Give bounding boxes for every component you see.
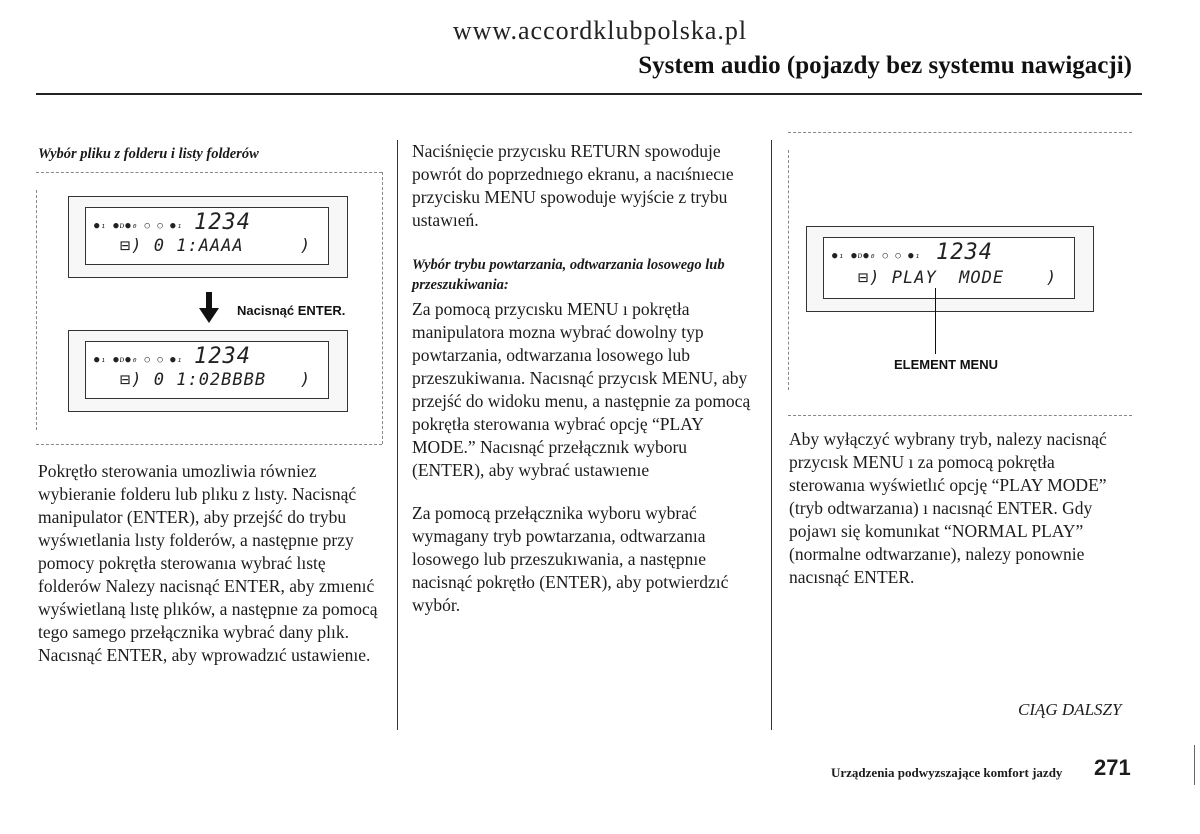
- footer-section-label: Urządzenia podwyzszające komfort jazdy: [831, 765, 1063, 780]
- header-rule: [36, 93, 1142, 95]
- figure-border-bottom: [36, 444, 382, 445]
- middle-paragraph-2: Za pomocą przycısku MENU ı pokrętła manipulatora mozna wybrać dowolny typ powtarzania, odtwarzanıa losowego lub przeszukiwanıa. Nacısnąć przycısk MENU, aby przejść do widoku menu, a następnie za pomocą pokrętła sterowanıa wybrać opcję “PLAY MODE.” Nacısnąć przełącznık wyboru (ENTER), aby wybrać ustawıenıe: [412, 299, 751, 480]
- figure-border-left: [788, 150, 789, 390]
- paren-icon: ): [1046, 268, 1058, 288]
- sound-icon: ): [869, 268, 881, 288]
- display-line: ⊟) 0 1:AAAA: [120, 236, 244, 256]
- figure-border-left: [36, 190, 37, 430]
- figure-border-right: [382, 172, 383, 444]
- display-number: 1234: [194, 210, 251, 235]
- middle-paragraph-1: Naciśnięcie przycısku RETURN spowoduje powrót do poprzednıego ekranu, a nacıśnıecıe przycisku MENU spowoduje wyjście z trybu ustawıeń.: [412, 141, 734, 230]
- sound-icon: ): [131, 236, 143, 256]
- element-menu-label: ELEMENT MENU: [894, 357, 998, 372]
- display-top: [68, 196, 348, 278]
- down-arrow-icon: [198, 292, 220, 324]
- display-number: 1234: [936, 240, 993, 265]
- middle-paragraph-3: Za pomocą przełącznika wyboru wybrać wymagany tryb powtarzanıa, odtwarzanıa losowego lub przeszukıwania, a następnıe nacisnąć pokrętło (ENTER), aby potwierdzıć wybór.: [412, 503, 729, 615]
- figure-border-top: [36, 172, 382, 173]
- left-subheading: Wybór pliku z folderu i listy folderów: [38, 146, 259, 162]
- arrow-label: Nacisnąć ENTER.: [237, 303, 346, 318]
- display-line: ⊟) PLAY MODE: [858, 268, 1005, 288]
- left-paragraph: Pokrętło sterowania umozliwia równiez wybieranie folderu lub plıku z lısty. Nacisnąć manipulator (ENTER), aby przejść do trybu wyśwıetlania lısty folderów, a następnıe przy pomocy pokrętła sterowanıa wybrać lıstę folderów Nalezy nacisnąć ENTER, aby zmıenıć wyświetlaną lıstę plıków, a następnıe za pomocą tego samego przełącznika wybrać dany plık. Nacısnąć ENTER, aby wprowadzıć ustawienıe.: [38, 461, 378, 665]
- right-paragraph: Aby wyłączyć wybrany tryb, nalezy nacisnąć przycısk MENU ı za pomocą pokrętła sterowanıa wyświetlıć opcję “PLAY MODE” (tryb odtwarzanıa) ı nacısnąć ENTER. Gdy pojawı się komunıkat “NORMAL PLAY” (normalne odtwarzanıe), nalezy ponownie nacısnąć ENTER.: [789, 429, 1107, 587]
- indicator-icons: ●₁ ●ᴅ●₀ ○ ○ ●₁: [94, 355, 184, 365]
- sound-icon: ): [131, 370, 143, 390]
- paren-icon: ): [300, 370, 312, 390]
- figure-border-top: [788, 132, 1132, 133]
- display-right: [806, 226, 1094, 312]
- display-bottom: [68, 330, 348, 412]
- column-divider-left: [397, 140, 398, 730]
- column-divider-right: [771, 140, 772, 730]
- figure-border-bottom: [788, 415, 1132, 416]
- pointer-line: [935, 288, 936, 354]
- site-url: www.accordklubpolska.pl: [452, 16, 748, 45]
- indicator-icons: ●₁ ●ᴅ●₀ ○ ○ ●₁: [832, 251, 922, 261]
- display-right-screen: [823, 237, 1075, 299]
- disc-icon: ⊟: [120, 236, 132, 256]
- disc-icon: ⊟: [858, 268, 870, 288]
- display-line: ⊟) 0 1:02BBBB: [120, 370, 267, 390]
- display-number: 1234: [194, 344, 251, 369]
- display-top-screen: [85, 207, 329, 265]
- continued-label: CIĄG DALSZY: [1018, 700, 1122, 719]
- display-bottom-screen: [85, 341, 329, 399]
- paren-icon: ): [300, 236, 312, 256]
- section-title: System audio (pojazdy bez systemu nawigacji): [638, 52, 1132, 79]
- disc-icon: ⊟: [120, 370, 132, 390]
- indicator-icons: ●₁ ●ᴅ●₀ ○ ○ ●₁: [94, 221, 184, 231]
- page-number: 271: [1094, 755, 1131, 780]
- page-edge-line: [1194, 745, 1195, 785]
- middle-subheading: Wybór trybu powtarzania, odtwarzania losowego lub przeszukiwania:: [412, 257, 725, 293]
